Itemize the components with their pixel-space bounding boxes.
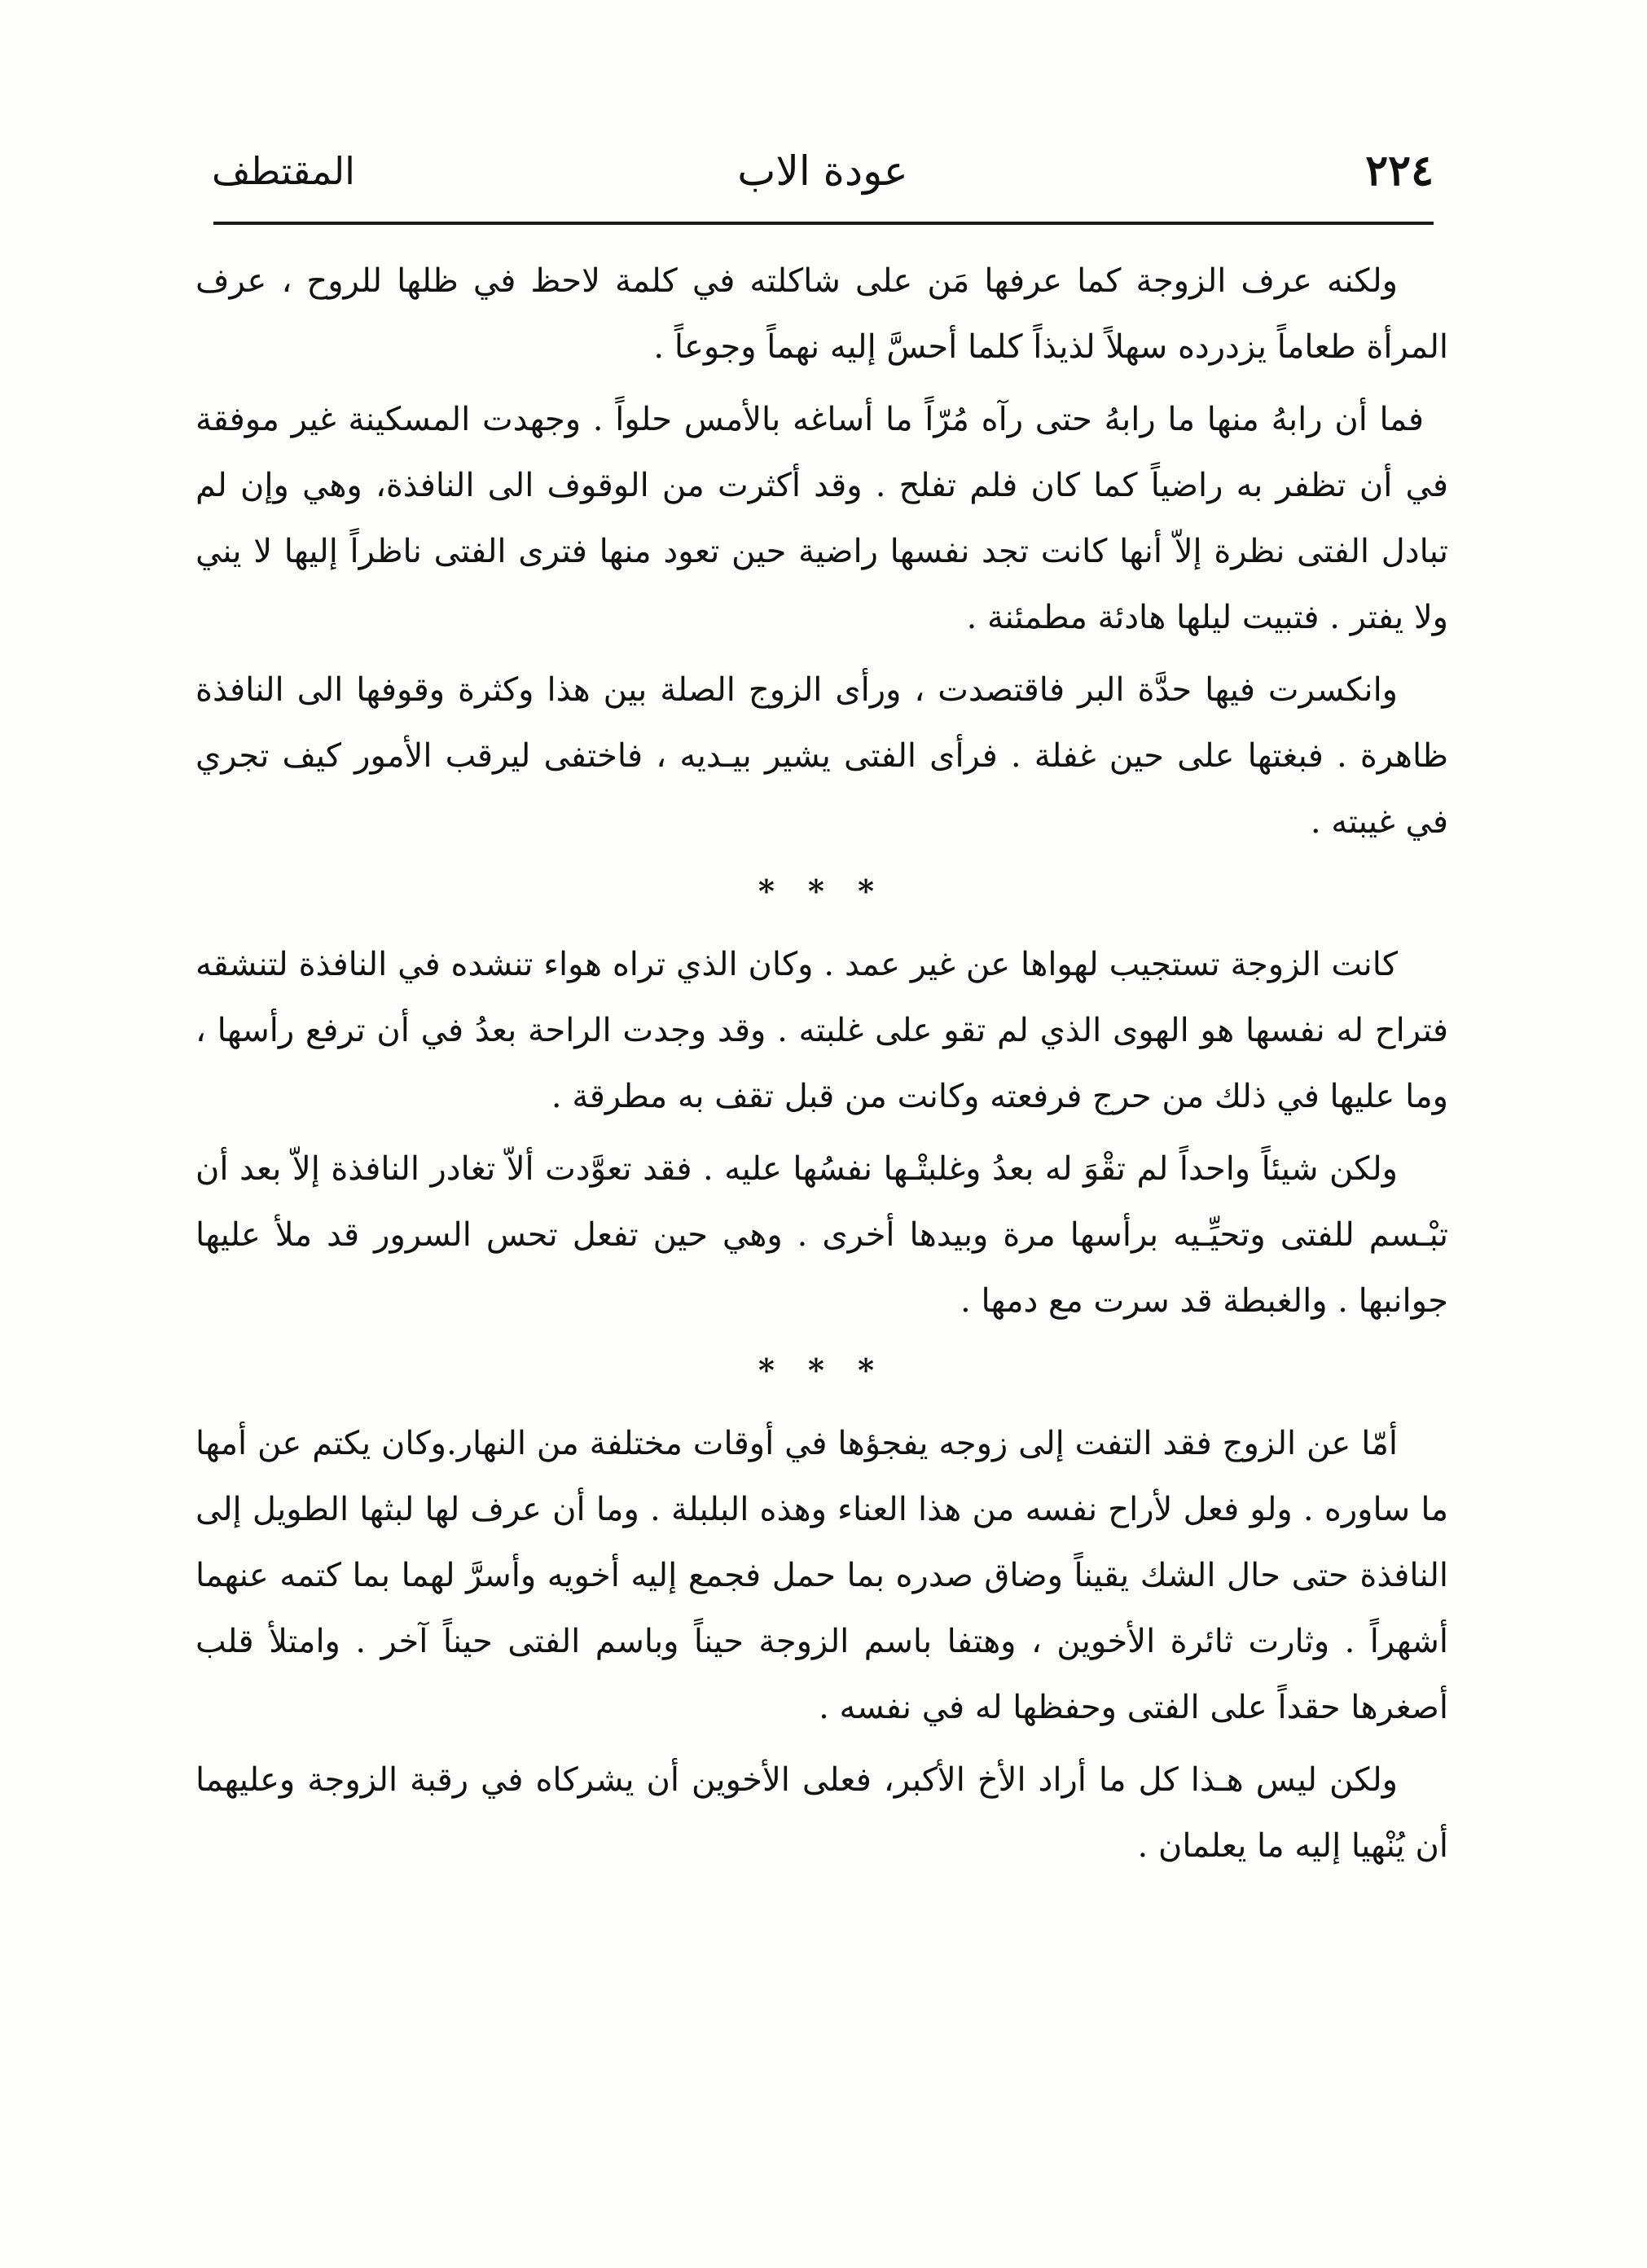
paragraph: وانكسرت فيها حدَّة البر فاقتصدت ، ورأى الزوج الصلة بين هذا وكثرة وقوفها الى النافذة ظاهرة . فبغتها على حين غفلة . فرأى الفتى يشير بيـديه ، فاختفى ليرقب الأمور كيف تجري في غيبته . — [195, 671, 1448, 841]
paragraph: أمّا عن الزوج فقد التفت إلى زوجه يفجؤها في أوقات مختلفة من النهار.وكان يكتم عن أمها ما ساوره . ولو فعل لأراح نفسه من هذا العناء وهذه البلبلة . وما أن عرف لها لبثها الطويل إلى النافذة حتى حال الشك يقيناً وضاق صدره بما حمل فجمع إليه أخويه وأسرَّ لهما بما كتمه عنهما أشهراً . وثارت ثائرة الأخوين ، وهتفا باسم الزوجة حيناً وباسم الفتى حيناً آخر . وامتلأ قلب أصغرها حقداً على الفتى وحفظها له في نفسه . — [195, 1425, 1448, 1726]
page-number: ٢٢٤ — [1365, 146, 1434, 196]
running-header — [212, 134, 1434, 208]
article-body — [195, 248, 1448, 1886]
section-separator: * * * — [758, 872, 886, 909]
header-rule — [213, 222, 1434, 225]
paragraph: ولكن شيئاً واحداً لم تقْوَ له بعدُ وغلبتْـها نفسُها عليه . فقد تعوَّدت ألاّ تغادر النافذة إلاّ بعد أن تبْـسم للفتى وتحيِّـيه برأسها مرة وبيدها أخرى . وهي حين تفعل تحس السرور قد ملأ عليها جوانبها . والغبطة قد سرت مع دمها . — [195, 1150, 1448, 1320]
paragraph: ولكن ليس هـذا كل ما أراد الأخ الأكبر، فعلى الأخوين أن يشركاه في رقبة الزوجة وعليهما أن يُنْهيا إليه ما يعلمان . — [195, 1761, 1448, 1865]
paragraph: كانت الزوجة تستجيب لهواها عن غير عمد . وكان الذي تراه هواء تنشده في النافذة لتنشقه فتراح له نفسها هو الهوى الذي لم تقو على غلبته . وقد وجدت الراحة بعدُ في أن ترفع رأسها ، وما عليها في ذلك من حرج فرفعته وكانت من قبل تقف به مطرقة . — [195, 946, 1448, 1115]
section-separator: * * * — [758, 1352, 886, 1388]
article-title: عودة الاب — [737, 147, 908, 195]
paragraph: ولكنه عرف الزوجة كما عرفها مَن على شاكلته في كلمة لاحظ في ظلها للروح ، عرف المرأة طعاماً يزدرده سهلاً لذيذاً كلما أحسَّ إليه نهماً وجوعاً . — [195, 262, 1448, 366]
paragraph: فما أن رابهُ منها ما رابهُ حتى رآه مُرّاً ما أساغه بالأمس حلواً . وجهدت المسكينة غير موفقة في أن تظفر به راضياً كما كان فلم تفلح . وقد أكثرت من الوقوف الى النافذة، وهي وإن لم تبادل الفتى نظرة إلاّ أنها كانت تجد نفسها راضية حين تعود منها فترى الفتى ناظراً إليها لا يني ولا يفتر . فتبيت ليلها هادئة مطمئنة . — [195, 401, 1448, 636]
journal-name: المقتطف — [212, 149, 355, 193]
